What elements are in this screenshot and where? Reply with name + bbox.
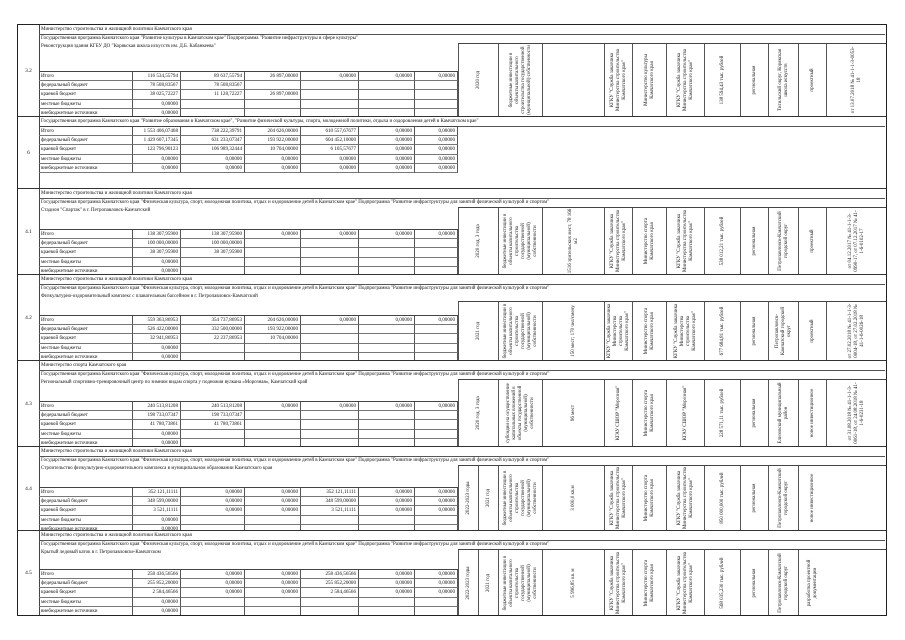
attr-text: от 31.08.2018 № 41-1-1-3-0061-18, от 24.08.2018 № 41-1-6-0231-18 [848, 382, 865, 444]
attr-text: проектный [810, 229, 815, 253]
program-line: Государственная программа Камчатского края "Развитие образования в Камчатском крае", "Развитие физической культуры, спорта, молодежной политики, отдыха и оздоровления детей в Камчатском крае" [39, 117, 885, 127]
ministry-line: Министерство строительства и жилищной политики Камчатского края [39, 275, 885, 285]
attr-text: КГКУ "Служба заказчика Министерства строительства Камчатского края" [677, 49, 694, 112]
attribute-cells [458, 549, 886, 615]
attr-cell [458, 302, 499, 360]
attr-cell [798, 380, 827, 446]
attr-text: Министерство культуры Камчатского края [644, 54, 655, 106]
funding-row: внебюджетные источники 0,00000 [39, 439, 458, 447]
attr-cell [740, 550, 769, 615]
program-line: Государственная программа Камчатского края "Физическая культура, спорт, молодежная политика, отдых и оздоровление детей в Камчатском крае" Подпрограмма "Развитие инфраструктуры для занятий физической культурой и спортом" [41, 372, 550, 377]
funding-row: федеральный бюджет 255 852,20000 0,00000 0,00000 255 852,20000 0,00000 0,00000 [39, 579, 458, 588]
attr-text: 677 684,81 тыс. рублей [720, 306, 725, 356]
funding-row: внебюджетные источники 0,00000 [39, 109, 458, 117]
attr-cell [798, 550, 827, 615]
funding-table [39, 71, 458, 117]
attr-text: КГКУ "Служба заказчика Министерства строительства Камчатского края" [677, 467, 694, 530]
funding-table [39, 126, 458, 173]
budget-table [17, 24, 887, 616]
funding-row: местные бюджеты 0,00000 [39, 258, 458, 267]
row-number: 4.3 [18, 361, 40, 446]
attr-cell [826, 380, 886, 446]
attr-cell [604, 44, 633, 116]
funding-row: внебюджетные источники 0,00000 [39, 353, 458, 361]
attr-text: от 04.12.2017 № 41-1-1-3-0990-17, от 07.12.2017 № 41-1-6-0102-17 [848, 210, 865, 272]
attr-text: Петропавловск-Камчатский городской округ [778, 552, 789, 613]
attr-text: 2021 год [476, 321, 481, 341]
attr-cell [478, 550, 499, 615]
program-line: Государственная программа Камчатского края "Развитие культуры в Камчатском крае" Подпрограмма "Развитие инфраструктуры в сфере культуры" [41, 36, 359, 41]
attr-cell [542, 44, 605, 116]
attr-cell [798, 302, 827, 360]
attr-text: 2020 год, 3 года [476, 224, 481, 258]
attr-cell [704, 466, 741, 530]
project-block [18, 531, 886, 615]
attr-text: Петропавловск-Камчатский городской округ [778, 211, 789, 271]
attr-text: 228 571,11 тыс. рублей [720, 388, 725, 438]
attr-text: КГАУ СШОР "Морозная" [616, 385, 621, 441]
attr-text: 538 012,21 тыс. рублей [720, 216, 725, 266]
attribute-cells [458, 301, 886, 360]
project-block [18, 447, 886, 531]
attr-cell [798, 466, 827, 530]
row-number: 3.2 [18, 25, 40, 116]
attr-text: 568 035,230 тыс. рублей [720, 556, 725, 609]
funding-row: краевой бюджет 32 941,86953 22 237,86953 10 704,00000 [39, 334, 458, 343]
attr-text: КГКУ "Служба заказчика Министерства строительства Камчатского края" [677, 210, 694, 273]
attr-cell [604, 302, 633, 360]
funding-row: федеральный бюджет 526 422,00000 332 500,00000 193 922,00000 [39, 325, 458, 334]
funding-row: местные бюджеты 0,00000 0,00000 0,00000 0,00000 0,00000 0,00000 [39, 155, 458, 164]
attr-text: бюджетные инвестиции в объекты капитального строительства государственной (муниципальной) собственности [503, 470, 538, 526]
attr-text: бюджетные инвестиции в объекты капитального строительства государственной (муниципальной) собственности [503, 303, 538, 359]
attr-text: КГКУ "Служба заказчика Министерства строительства Камчатского края" [607, 303, 630, 359]
attr-cell [542, 208, 605, 274]
attr-cell [768, 44, 799, 116]
funding-table [39, 229, 458, 275]
object-line: Стадион "Спартак" в г. Петропавловск-Камчатский [41, 208, 151, 213]
ministry-line: Министерство спорта Камчатского края [39, 361, 885, 371]
attr-text: Тигильский округ, Корякская школа искусств [778, 49, 789, 111]
attr-cell [498, 380, 543, 446]
attr-cell [632, 302, 667, 360]
attr-text: КГКУ "Служба заказчика Министерства строительства Камчатского края" [610, 551, 627, 614]
attr-cell [542, 550, 605, 615]
funding-table [39, 487, 458, 531]
row-number: 4.1 [18, 189, 40, 274]
attr-cell [826, 208, 886, 274]
funding-row: Итого 352 121,11111 0,00000 0,00000 352 121,11111 0,00000 0,00000 [39, 488, 458, 497]
attr-cell [632, 550, 667, 615]
attr-cell [498, 550, 543, 615]
funding-row: внебюджетные источники 0,00000 [39, 525, 458, 531]
attr-cell [604, 208, 633, 274]
attr-cell [604, 466, 633, 530]
attr-text: бюджетные инвестиции в объекты капитального строительства государственной (муниципальной) собственности [503, 555, 538, 610]
funding-row: внебюджетные источники 0,00000 [39, 607, 458, 615]
ministry-line: Министерство строительства и жилищной политики Камчатского края [39, 25, 885, 35]
attr-text: бюджетные инвестиции в объекты капитального строительства государственной (муниципальной) собственности [509, 45, 532, 115]
attr-cell [798, 208, 827, 274]
attr-cell [740, 208, 769, 274]
funding-row: федеральный бюджет 100 000,00000 100 000,00000 [39, 239, 458, 248]
object-line: Крытый ледовый каток в г. Петропавловске-Камчатском [41, 550, 161, 555]
attr-cell [704, 208, 741, 274]
attr-text: Елизовский муниципальный район [778, 382, 789, 444]
project-block [18, 361, 886, 447]
attr-cell [498, 302, 543, 360]
funding-row: местные бюджеты 0,00000 [39, 598, 458, 607]
funding-row: Итого 240 513,81208 240 513,81208 0,00000 0,00000 0,00000 0,00000 [39, 402, 458, 411]
ministry-line: Министерство строительства и жилищной политики Камчатского края [39, 189, 885, 199]
attr-cell [498, 44, 543, 116]
attribute-cells [458, 207, 886, 274]
attr-text: региональная [752, 483, 757, 513]
funding-row: Итого 1 553 406,07468 738 222,39791 204 626,00000 610 557,67677 0,00000 0,00000 [39, 127, 458, 136]
funding-row: краевой бюджет 38 307,95900 38 307,95900 [39, 248, 458, 257]
funding-row: федеральный бюджет 78 508,83567 78 508,83567 [39, 81, 458, 90]
attr-cell [666, 208, 705, 274]
funding-table [39, 315, 458, 361]
attr-cell [704, 550, 741, 615]
ministry-line: Министерство строительства и жилищной политики Камчатского края [39, 447, 885, 457]
attr-cell [604, 550, 633, 615]
program-line: Государственная программа Камчатского края "Физическая культура, спорт, молодежная политика, отдых и оздоровление детей в Камчатском крае" Подпрограмма "Развитие инфраструктуры для занятий физической культурой и спортом" [41, 542, 550, 547]
attr-cell [458, 44, 499, 116]
funding-row: краевой бюджет 38 025,72227 11 128,72227 26 897,00000 [39, 90, 458, 99]
funding-table [39, 401, 458, 447]
attr-text: КГКУ "Служба заказчика Министерства строительства Камчатского края" [674, 303, 697, 359]
attr-cell [458, 208, 499, 274]
attr-text: региональная [752, 316, 757, 346]
attr-cell [768, 302, 799, 360]
funding-row: федеральный бюджет 1 429 607,17345 631 233,07347 193 922,00000 604 452,10000 0,00000 0,00000 [39, 136, 458, 145]
attr-text: региональная [752, 65, 757, 95]
project-block [18, 117, 886, 189]
attr-cell [632, 44, 667, 116]
attr-text: бюджетные инвестиции в объекты капитального строительства государственной (муниципальной) собственности [503, 213, 538, 269]
attr-text: 2020 год, 3 года [476, 396, 481, 430]
funding-row: местные бюджеты 0,00000 [39, 516, 458, 525]
attr-text: 1516 зрительских мест, 78 166 м2 [568, 208, 579, 274]
attr-text: Министерство спорта Камчатского края [644, 307, 655, 355]
attr-text: от 27.02.2018 № 41-1-1-3-0004-18, от 27.02.2018 № 41-1-6-0026-18 [848, 303, 865, 359]
attr-cell [498, 208, 543, 274]
attr-text: 3 000,0 кв.м [571, 485, 576, 511]
funding-row: внебюджетные источники 0,00000 0,00000 0,00000 0,00000 0,00000 0,00000 [39, 164, 458, 173]
attr-text: КГКУ "Служба заказчика Министерства строительства Камчатского края" [610, 210, 627, 273]
attr-text: региональная [752, 226, 757, 256]
attr-text: КГКУ "Служба заказчика Министерства строительства Камчатского края" [610, 49, 627, 112]
row-number: 4.4 [18, 447, 40, 530]
object-line: Региональный спортивно-тренировочный центр по зимним видам спорта у подножия вулкана «Морозная», Камчатский край [41, 380, 308, 385]
attr-cell [798, 44, 827, 116]
attr-cell [542, 466, 605, 530]
project-block [18, 25, 886, 117]
project-block [18, 275, 886, 361]
funding-row: местные бюджеты 0,00000 [39, 100, 458, 109]
attr-cell [632, 208, 667, 274]
attr-cell [666, 302, 705, 360]
row-number: 4.2 [18, 275, 40, 360]
attr-text: Петропавловск-Камчатский городской округ [775, 306, 792, 356]
project-block [18, 189, 886, 275]
funding-row: местные бюджеты 0,00000 [39, 430, 458, 439]
attr-cell [478, 466, 499, 530]
attr-text: КГКУ "Служба заказчика Министерства строительства Камчатского края" [677, 551, 694, 614]
attr-text: 850 000,000 тыс. рублей [720, 472, 725, 524]
attr-text: новое инвестиционное [810, 388, 815, 438]
attr-text: КГКУ "Служба заказчика Министерства строительства Камчатского края" [610, 467, 627, 530]
attr-cell [666, 44, 705, 116]
program-line: Государственная программа Камчатского края "Физическая культура, спорт, молодежная политика, отдых и оздоровление детей в Камчатском крае" Подпрограмма "Развитие инфраструктуры для занятий физической культурой и спортом" [41, 458, 550, 463]
attr-text: 5 996,85 кв. м [571, 567, 576, 598]
attr-text: разработка проектной документации [807, 559, 818, 606]
attr-text: 138 594,43 тыс. рублей [720, 55, 725, 105]
attr-cell [740, 380, 769, 446]
attr-text: проектный [810, 319, 815, 343]
attr-cell [632, 466, 667, 530]
object-line: Реконструкция здания КГБУ ДО "Корякская школа искусств им. Д.Б. Кабанкеева" [41, 44, 216, 49]
attr-text: 2021 год [486, 488, 491, 508]
attr-cell [458, 466, 479, 530]
attr-cell [458, 550, 479, 615]
attr-cell [542, 380, 605, 446]
funding-row: Итого 258 436,56566 0,00000 0,00000 258 436,56566 0,00000 0,00000 [39, 570, 458, 579]
row-number: 6 [18, 117, 40, 188]
attr-cell [740, 302, 769, 360]
program-line: Государственная программа Камчатского края "Физическая культура, спорт, молодежная политика, отдых и оздоровление детей в Камчатском крае" Подпрограмма "Развитие инфраструктуры для занятий физической культурой и спортом" [41, 286, 550, 291]
funding-row: Итого 559 363,86953 354 737,86953 204 626,00000 0,00000 0,00000 0,00000 [39, 316, 458, 325]
attr-cell [826, 44, 886, 116]
attr-cell [632, 380, 667, 446]
attr-text: 2021 год [486, 573, 491, 592]
attr-text: Министерство спорта Камчатского края [644, 559, 655, 606]
attr-cell [604, 380, 633, 446]
funding-row: местные бюджеты 0,00000 [39, 344, 458, 353]
attr-text: 2020 год [476, 70, 481, 90]
attr-text: субсидии на осуществление капитальных вложений в объекты государственной (муниципальной) собственности [506, 383, 535, 443]
attribute-cells [458, 379, 886, 446]
attr-text: региональная [752, 568, 757, 597]
funding-row: Итого 138 307,95900 138 307,95900 0,00000 0,00000 0,00000 0,00000 [39, 230, 458, 239]
attr-cell [498, 466, 543, 530]
attr-text: новое инвестиционное [810, 473, 815, 523]
program-line: Государственная программа Камчатского края "Физическая культура, спорт, молодежная политика, отдых и оздоровление детей в Камчатском крае" Подпрограмма "Развитие инфраструктуры для занятий физической культурой и спортом" [41, 200, 550, 205]
attribute-cells [458, 465, 886, 530]
attr-cell [768, 466, 799, 530]
attr-text: 96 мест [571, 404, 576, 422]
attr-cell [666, 466, 705, 530]
attr-cell [768, 380, 799, 446]
attr-text: Министерство спорта Камчатского края [644, 217, 655, 265]
attr-text: проектный [810, 68, 815, 92]
object-line: Строительство физкультурно-оздоровительного комплекса в муниципальном образовании Камчатского края [41, 466, 273, 471]
object-line: Физкультурно-оздоровительный комплекс с плавательным бассейном в г. Петропавловск-Камчатский [41, 294, 258, 299]
attr-cell [704, 44, 741, 116]
attr-cell [768, 208, 799, 274]
attr-text: КГАУ СШОР "Морозная" [683, 385, 688, 441]
funding-row: краевой бюджет 41 780,73861 41 780,73861 [39, 420, 458, 429]
attr-cell [666, 380, 705, 446]
attr-text: от 13.07.2018 № 41-1-1-3-0053-18 [851, 46, 862, 114]
attr-cell [740, 44, 769, 116]
funding-row: федеральный бюджет 198 733,07347 198 733,07347 [39, 411, 458, 420]
funding-row: федеральный бюджет 348 599,00000 0,00000 0,00000 348 599,00000 0,00000 0,00000 [39, 497, 458, 506]
funding-row: краевой бюджет 3 521,11111 0,00000 0,00000 3 521,11111 0,00000 0,00000 [39, 506, 458, 515]
ministry-line: Министерство строительства и жилищной политики Камчатского края [39, 531, 885, 541]
attr-text: Петропавловск-Камчатский городской округ [778, 468, 789, 528]
attr-text: 2022-2023 годы [466, 481, 471, 515]
funding-row: краевой бюджет 2 584,46566 0,00000 0,00000 2 584,46566 0,00000 0,00000 [39, 588, 458, 597]
attr-cell [542, 302, 605, 360]
attr-text: 2022-2023 годы [466, 565, 471, 600]
attr-cell [458, 380, 499, 446]
row-number: 4.5 [18, 531, 40, 615]
attr-text: Министерство спорта Камчатского края [644, 474, 655, 522]
attr-text: Министерство спорта Камчатского края [644, 389, 655, 437]
attr-text: 150 мест; 170 чел/смену [571, 305, 576, 357]
attr-text: региональная [752, 398, 757, 428]
funding-row: внебюджетные источники 0,00000 [39, 267, 458, 275]
funding-table [39, 569, 458, 615]
attr-cell [768, 550, 799, 615]
funding-row: Итого 116 534,55794 89 637,55794 26 897,00000 0,00000 0,00000 0,00000 [39, 72, 458, 81]
attribute-cells [458, 43, 886, 116]
attr-cell [740, 466, 769, 530]
attr-cell [666, 550, 705, 615]
attr-cell [826, 302, 886, 360]
attr-cell [704, 302, 741, 360]
funding-row: краевой бюджет 123 796,90123 106 989,32444 10 704,00000 6 105,57677 0,00000 0,00000 [39, 145, 458, 154]
attr-cell [704, 380, 741, 446]
